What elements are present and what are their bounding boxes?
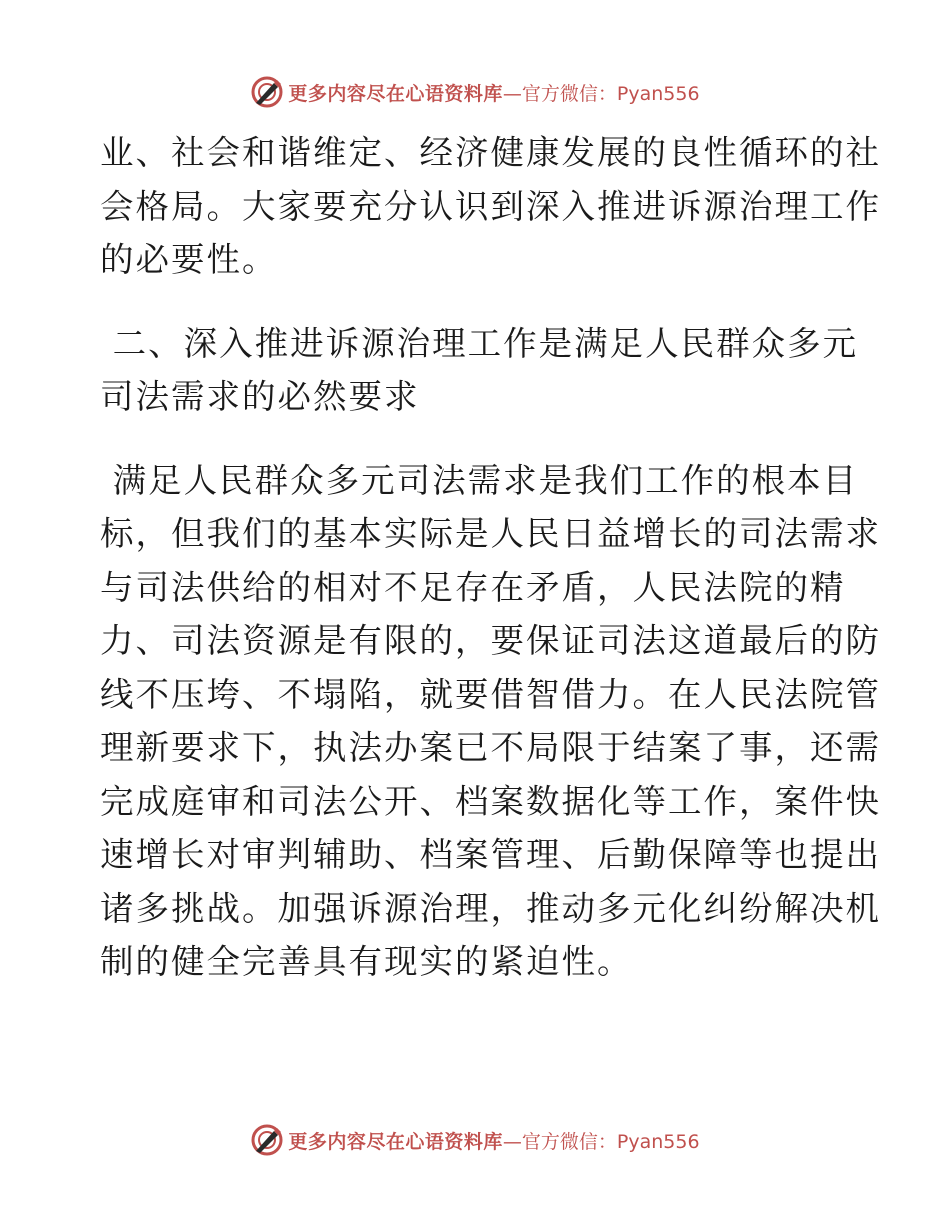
- text-line: 满足人民群众多元司法需求是我们工作的根本目: [100, 460, 859, 500]
- document-body: [100, 126, 881, 989]
- text-line: 与司法供给的相对不足存在矛盾，人民法院的精: [100, 567, 846, 607]
- text-line: 力、司法资源是有限的，要保证司法这道最后的防: [100, 621, 881, 660]
- header-banner: [0, 72, 950, 112]
- text-line: 诸多挑战。加强诉源治理，推动多元化纠纷解决机: [100, 888, 881, 928]
- footer-banner-contact: —官方微信：Pyan556: [502, 1130, 700, 1153]
- text-line: 的必要性。: [100, 240, 278, 279]
- header-banner-title: 更多内容尽在心语资料库: [288, 82, 503, 105]
- text-line: 完成庭审和司法公开、档案数据化等工作，案件快: [100, 781, 881, 821]
- text-line: 理新要求下，执法办案已不局限于结案了事，还需: [100, 728, 881, 767]
- footer-banner-title: 更多内容尽在心语资料库: [288, 1130, 503, 1153]
- text-line: 制的健全完善具有现实的紧迫性。: [100, 942, 633, 981]
- header-banner-contact: —官方微信：Pyan556: [502, 82, 700, 105]
- paragraph-3: [100, 454, 881, 989]
- text-line: 业、社会和谐维定、经济健康发展的良性循环的社: [100, 133, 881, 172]
- text-line: 会格局。大家要充分认识到深入推进诉源治理工作: [100, 186, 881, 226]
- paragraph-1: [100, 126, 881, 287]
- text-line: 线不压垮、不塌陷，就要借智借力。在人民法院管: [100, 674, 881, 714]
- pen-logo-icon: [250, 1123, 284, 1157]
- pen-logo-icon: [250, 75, 284, 109]
- footer-banner: [0, 1120, 950, 1160]
- text-line: 二、深入推进诉源治理工作是满足人民群众多元: [100, 323, 859, 363]
- section-heading: [100, 317, 859, 424]
- text-line: 速增长对审判辅助、档案管理、后勤保障等也提出: [100, 835, 881, 874]
- text-line: 司法需求的必然要求: [100, 377, 420, 416]
- text-line: 标，但我们的基本实际是人民日益增长的司法需求: [100, 514, 881, 553]
